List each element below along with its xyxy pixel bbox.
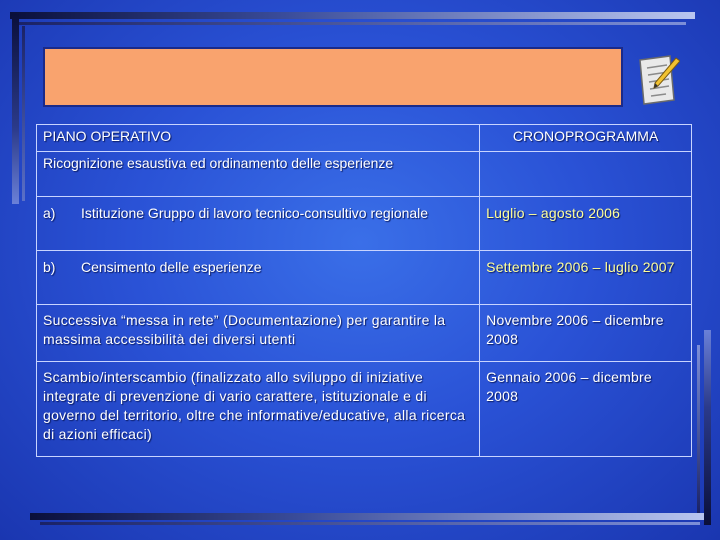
row-left-cell: Scambio/interscambio (finalizzato allo sviluppo di iniziative integrate di prevenzione di vario carattere, istituzionale e di governo del territorio, oltre che informative/educative, alla ricerca di azioni efficaci) xyxy=(37,362,480,457)
row-left-cell: Successiva “messa in rete” (Documentazione) per garantire la massima accessibilità dei diversi utenti xyxy=(37,305,480,362)
notes-pencil-icon xyxy=(636,52,680,106)
header-cronoprogramma: CRONOPROGRAMMA xyxy=(480,125,692,152)
table-row xyxy=(37,362,692,457)
row-text: Censimento delle esperienze xyxy=(81,259,262,275)
row-left-cell xyxy=(37,251,480,305)
table-row xyxy=(37,305,692,362)
row-right-cell: Luglio – agosto 2006 xyxy=(480,197,692,251)
row-right-cell: Novembre 2006 – dicembre 2008 xyxy=(480,305,692,362)
table-header-row xyxy=(37,125,692,152)
table-row xyxy=(37,251,692,305)
plan-table xyxy=(36,124,692,457)
row-right-cell xyxy=(480,152,692,197)
title-box xyxy=(43,47,623,107)
table-row xyxy=(37,152,692,197)
row-left-cell: Ricognizione esaustiva ed ordinamento delle esperienze xyxy=(37,152,480,197)
row-label: b) xyxy=(43,259,56,275)
row-label: a) xyxy=(43,205,56,221)
row-text: Istituzione Gruppo di lavoro tecnico-consultivo regionale xyxy=(81,205,429,221)
top-frame-bar xyxy=(10,12,695,19)
row-right-cell: Gennaio 2006 – dicembre 2008 xyxy=(480,362,692,457)
right-frame-bar xyxy=(704,330,711,525)
header-piano-operativo: PIANO OPERATIVO xyxy=(37,125,480,152)
bottom-frame-bar xyxy=(30,513,705,520)
bottom-frame-bar-inner xyxy=(40,522,700,525)
left-frame-bar xyxy=(12,14,19,204)
row-right-cell: Settembre 2006 – luglio 2007 xyxy=(480,251,692,305)
table-row xyxy=(37,197,692,251)
left-frame-bar-inner xyxy=(22,26,25,201)
top-frame-bar-inner xyxy=(18,22,686,25)
right-frame-bar-inner xyxy=(697,345,700,513)
row-left-cell xyxy=(37,197,480,251)
